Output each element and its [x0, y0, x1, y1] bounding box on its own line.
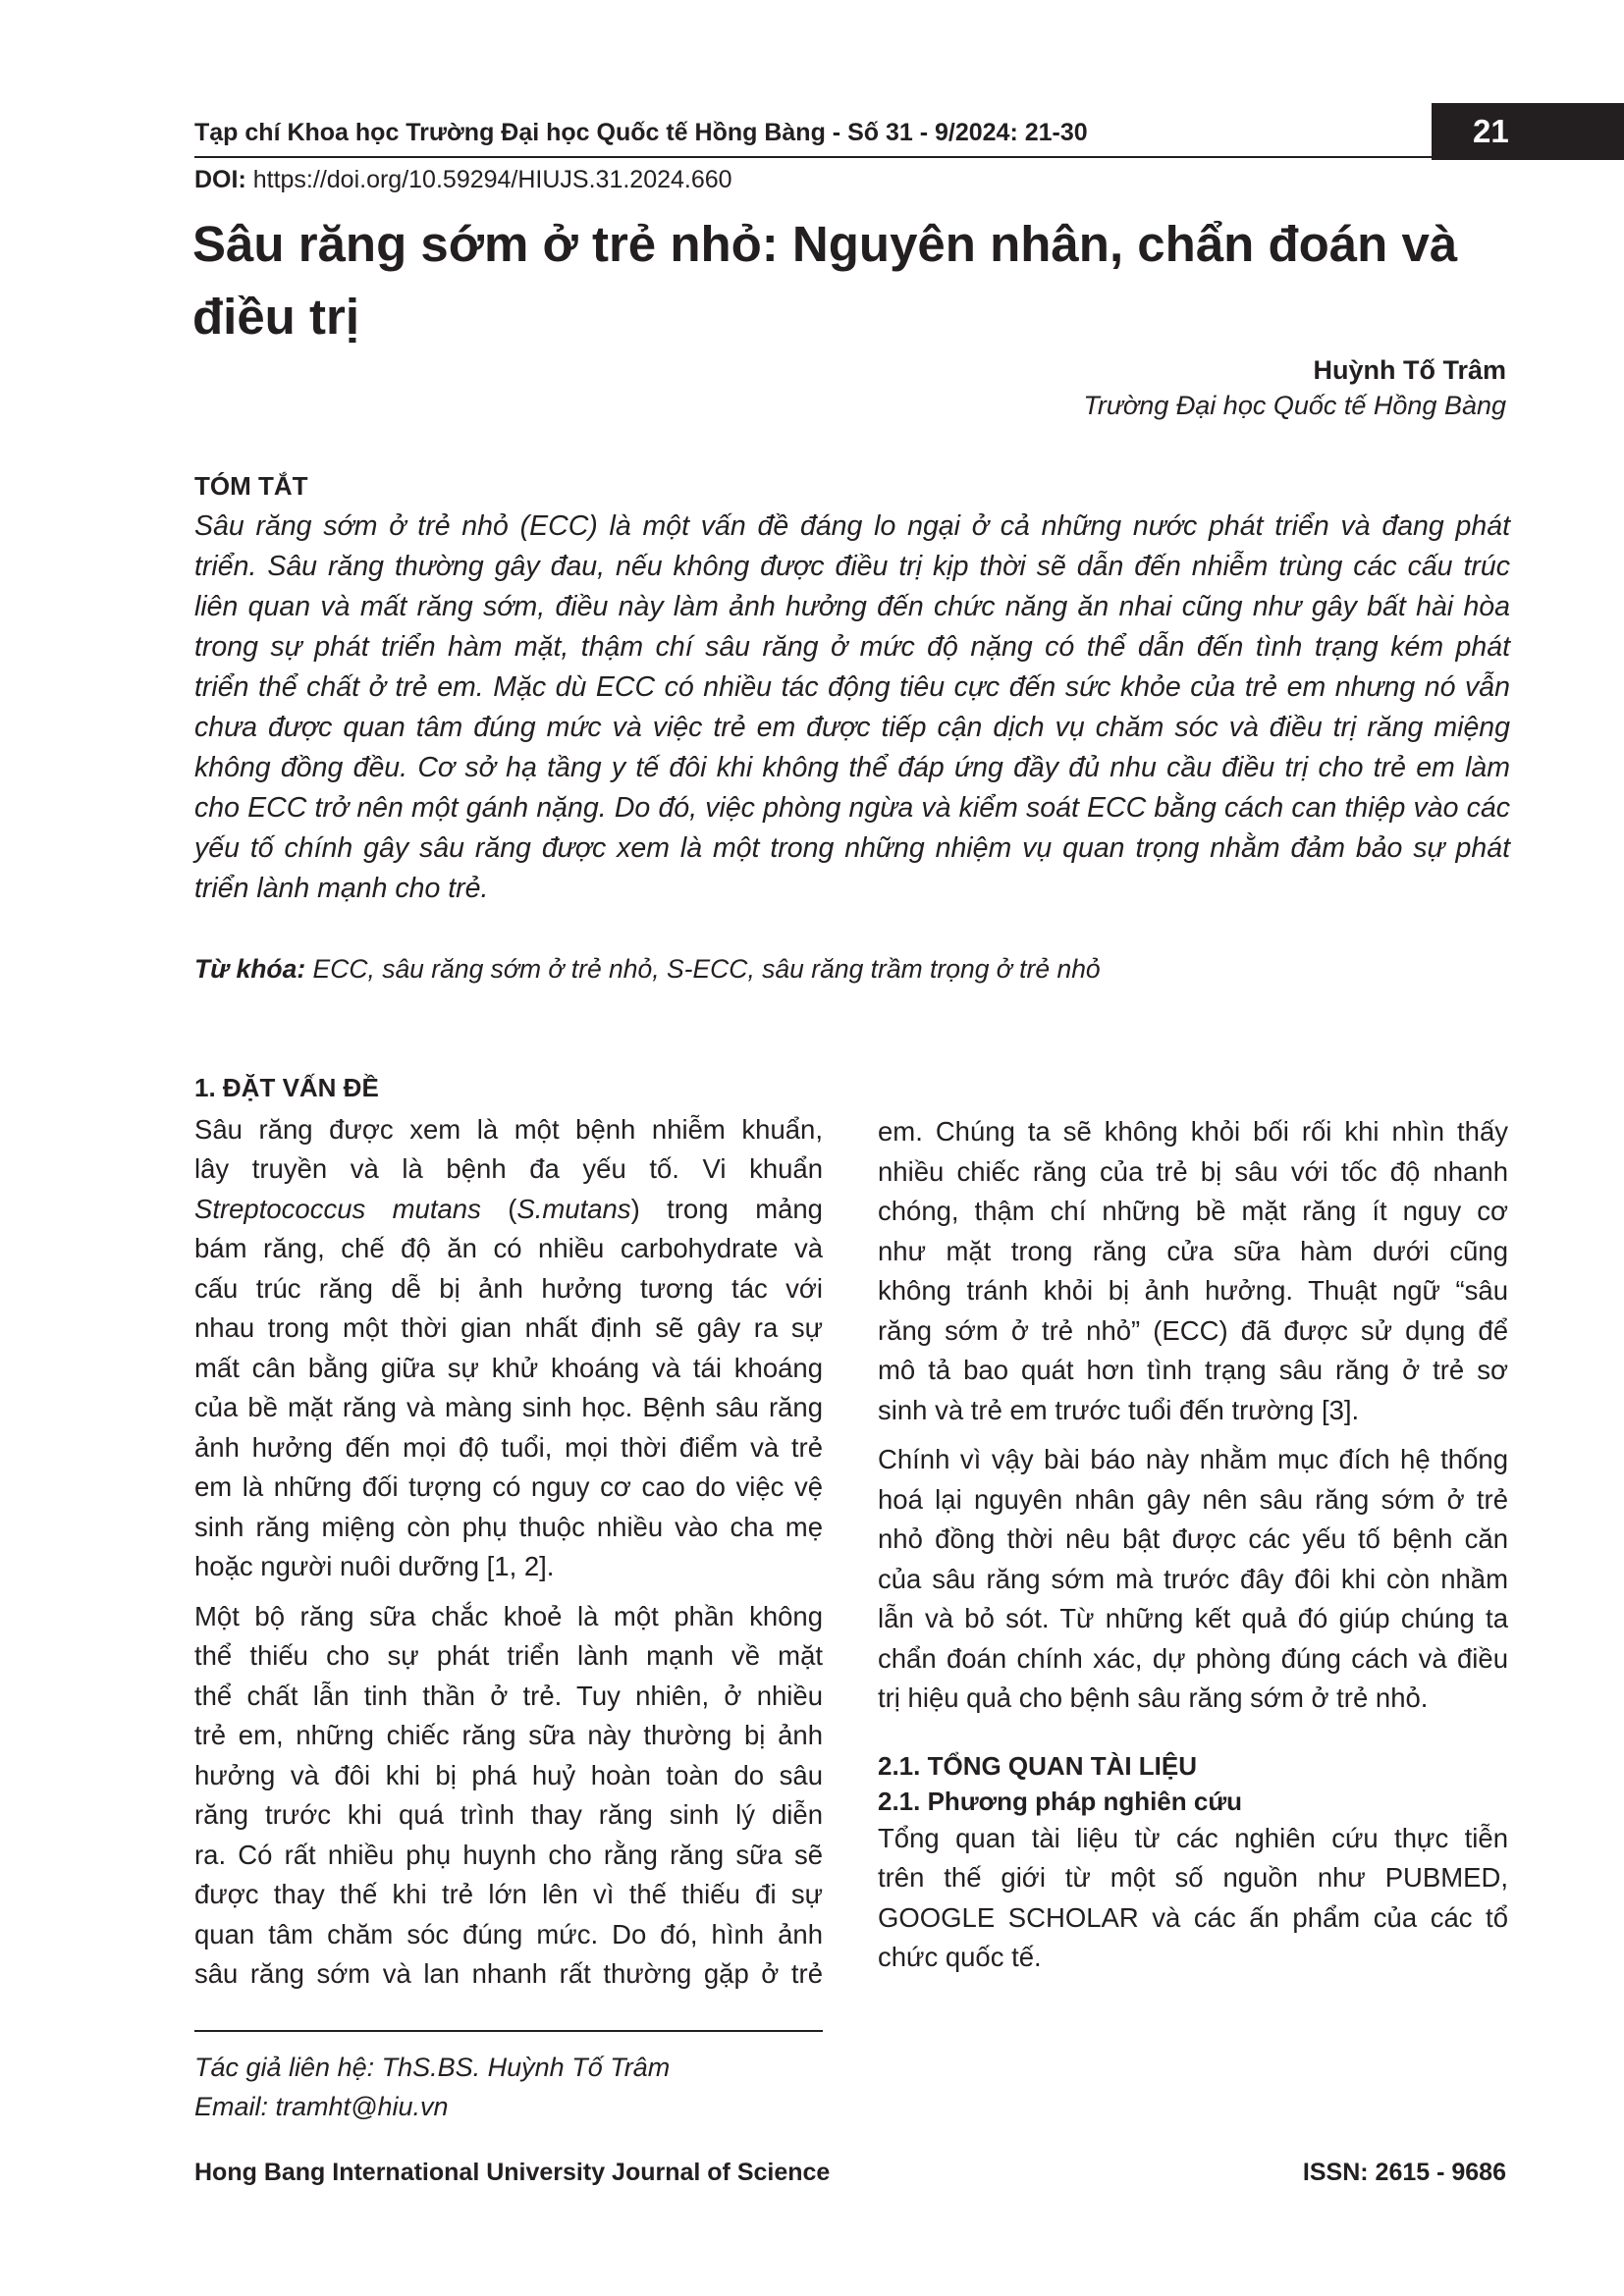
footnote — [194, 2048, 670, 2126]
paragraph-line: quan tâm chăm sóc đúng mức. Do đó, hình ảnh — [194, 1918, 823, 1949]
paragraph-line: được thay thế khi trẻ lớn lên vì thế thiếu đi sự — [194, 1879, 823, 1909]
left-column — [194, 1068, 823, 1995]
paragraph-line: hoá lại nguyên nhân gây nên sâu răng sớm ở trẻ — [878, 1483, 1508, 1515]
doi-label: DOI: — [194, 166, 246, 193]
article-title — [192, 208, 1508, 353]
paragraph-line: nhỏ đồng thời nêu bật được các yếu tố bệnh căn — [878, 1523, 1508, 1554]
paragraph-line: như mặt trong răng cửa sữa hàm dưới cũng — [878, 1235, 1508, 1266]
author-affiliation: Trường Đại học Quốc tế Hồng Bàng — [1083, 391, 1506, 420]
paragraph-line: Tổng quan tài liệu từ các nghiên cứu thực tiễn — [878, 1822, 1508, 1853]
abstract-line: triển lành mạnh cho trẻ. — [194, 873, 489, 904]
author-email: Email: tramht@hiu.vn — [194, 2092, 449, 2121]
paragraph-line: sâu răng sớm và lan nhanh rất thường gặp ở trẻ — [194, 1958, 823, 1989]
paragraph-line: hưởng và đôi khi bị phá huỷ hoàn toàn do sâu — [194, 1759, 823, 1790]
paragraph-line: răng sớm ở trẻ nhỏ” (ECC) đã được sử dụng để — [878, 1314, 1508, 1346]
header-divider — [194, 156, 1434, 158]
paragraph-text: ( — [480, 1193, 517, 1224]
paragraph-line: ra. Có rất nhiều phụ huynh cho rằng răng sữa sẽ — [194, 1839, 823, 1870]
abstract-line: Sâu răng sớm ở trẻ nhỏ (ECC) là một vấn đề đáng lo ngại ở cả những nước phát triển và đang phát — [194, 510, 1510, 542]
keywords-list: ECC, sâu răng sớm ở trẻ nhỏ, S-ECC, sâu răng trầm trọng ở trẻ nhỏ — [305, 954, 1101, 984]
paragraph-line: của sâu răng sớm mà trước đây đôi khi còn nhầm — [878, 1563, 1508, 1594]
paragraph-line: bám răng, chế độ ăn có nhiều carbohydrate và — [194, 1233, 823, 1263]
paragraph-line: không tránh khỏi bị ảnh hưởng. Thuật ngữ “sâu — [878, 1275, 1508, 1306]
abstract-line: triển. Sâu răng thường gây đau, nếu không được điều trị kịp thời sẽ dẫn đến nhiễm trùng các cấu trúc — [194, 551, 1510, 582]
paragraph — [878, 1819, 1508, 1978]
paragraph-line: thể chất lẫn tinh thần ở trẻ. Tuy nhiên, ở nhiều — [194, 1680, 823, 1711]
doi-link[interactable]: https://doi.org/10.59294/HIUJS.31.2024.660 — [252, 166, 732, 193]
abstract-line: không đồng đều. Cơ sở hạ tầng y tế đôi khi không thể đáp ứng đầy đủ nhu cầu điều trị cho trẻ em làm — [194, 752, 1510, 783]
footnote-divider — [194, 2030, 823, 2032]
abstract-line: liên quan và mất răng sớm, điều này làm ảnh hưởng đến chức năng ăn nhai cũng như gây bất hài hòa — [194, 591, 1510, 622]
keywords-label: Từ khóa: — [194, 954, 306, 984]
abstract-line: yếu tố chính gây sâu răng được xem là một trong những nhiệm vụ quan trọng nhằm đảm bảo sự phát — [194, 832, 1510, 864]
paragraph-line: cấu trúc răng dễ bị ảnh hưởng tương tác với — [194, 1272, 823, 1304]
corresponding-author: Tác giả liên hệ: ThS.BS. Huỳnh Tố Trâm — [194, 2053, 671, 2082]
paragraph-line: của bề mặt răng và màng sinh học. Bệnh sâu răng — [194, 1392, 823, 1422]
paragraph-line: Một bộ răng sữa chắc khoẻ là một phần không — [194, 1600, 823, 1631]
paragraph-line: răng trước khi quá trình thay răng sinh lý diễn — [194, 1799, 823, 1830]
paragraph-line: hoặc người nuôi dưỡng [1, 2]. — [194, 1551, 555, 1581]
paragraph-line: trên thế giới từ một số nguồn như PUBMED, — [878, 1862, 1508, 1893]
paragraph-line: chức quốc tế. — [878, 1942, 1042, 1972]
paragraph-line: trẻ em, những chiếc răng sữa này thường bị ảnh — [194, 1720, 823, 1750]
doi — [194, 166, 732, 194]
species-abbrev: S.mutans — [516, 1193, 631, 1224]
paragraph-line: lẫn và bỏ sót. Từ những kết quả đó giúp chúng ta — [878, 1603, 1508, 1633]
abstract-line: triển thể chất ở trẻ em. Mặc dù ECC có nhiều tác động tiêu cực đến sức khỏe của trẻ em nhưng nó vẫn — [194, 671, 1510, 703]
right-column — [878, 1112, 1508, 1978]
paragraph-line: trị hiệu quả cho bệnh sâu răng sớm ở trẻ nhỏ. — [878, 1682, 1429, 1713]
species-name: Streptococcus mutans — [194, 1193, 481, 1224]
keywords — [194, 954, 1101, 985]
paragraph-line: mất cân bằng giữa sự khử khoáng và tái khoáng — [194, 1352, 823, 1383]
paragraph-line: Sâu răng được xem là một bệnh nhiễm khuẩn, — [194, 1113, 823, 1145]
paragraph-line: lây truyền và là bệnh đa yếu tố. Vi khuẩn — [194, 1153, 823, 1184]
abstract-line: cho ECC trở nên một gánh nặng. Do đó, việc phòng ngừa và kiểm soát ECC bằng cách can thiệp vào các — [194, 792, 1510, 824]
paragraph-line: chẩn đoán chính xác, dự phòng đúng cách và điều — [878, 1642, 1508, 1674]
paragraph-line: GOOGLE SCHOLAR và các ấn phẩm của các tổ — [878, 1901, 1508, 1933]
paragraph-line: em là những đối tượng có nguy cơ cao do việc vệ — [194, 1471, 823, 1502]
paragraph-line: mô tả bao quát hơn tình trạng sâu răng ở trẻ sơ — [878, 1355, 1508, 1385]
paragraph-line: em. Chúng ta sẽ không khỏi bối rối khi nhìn thấy — [878, 1116, 1508, 1147]
section-heading: 1. ĐẶT VẤN ĐỀ — [194, 1073, 379, 1102]
paragraph-line: ảnh hưởng đến mọi độ tuổi, mọi thời điểm và trẻ — [194, 1431, 823, 1463]
paragraph — [194, 1110, 823, 1587]
section-heading: 2.1. TỔNG QUAN TÀI LIỆU — [878, 1750, 1198, 1781]
paragraph — [194, 1597, 823, 1995]
paragraph-line: thể thiếu cho sự phát triển lành mạnh về mặt — [194, 1640, 823, 1671]
article-title-line: Sâu răng sớm ở trẻ nhỏ: Nguyên nhân, chẩn đoán và — [192, 216, 1458, 272]
journal-header — [194, 115, 1432, 158]
paragraph-line: sinh và trẻ em trước tuổi đến trường [3]. — [878, 1394, 1360, 1425]
footer-issn: ISSN: 2615 - 9686 — [1302, 2159, 1506, 2186]
footer-journal-name: Hong Bang International University Journal of Science — [194, 2159, 831, 2186]
paragraph-line — [194, 1190, 823, 1230]
author-name: Huỳnh Tố Trâm — [1313, 355, 1506, 385]
paragraph — [878, 1112, 1508, 1430]
paragraph-line: sinh răng miệng còn phụ thuộc nhiều vào cha mẹ — [194, 1511, 823, 1542]
journal-title: Tạp chí Khoa học Trường Đại học Quốc tế Hồng Bàng - Số 31 - 9/2024: 21-30 — [194, 119, 1088, 146]
abstract-line: chưa được quan tâm đúng mức và việc trẻ em được tiếp cận dịch vụ chăm sóc và điều trị răng miệng — [194, 712, 1510, 743]
paragraph-line: chóng, thậm chí những bề mặt răng ít nguy cơ — [878, 1196, 1508, 1226]
article-title-line: điều trị — [192, 289, 360, 345]
paragraph-line: nhiều chiếc răng của trẻ bị sâu với tốc độ nhanh — [878, 1155, 1508, 1187]
abstract-heading: TÓM TẮT — [194, 471, 308, 501]
paragraph — [878, 1440, 1508, 1719]
page-number: 21 — [1432, 103, 1624, 160]
abstract-line: trong sự phát triển hàm mặt, thậm chí sâu răng ở mức độ nặng có thể dẫn đến tình trạng kém phát — [194, 631, 1510, 663]
paragraph-line: Chính vì vậy bài báo này nhằm mục đích hệ thống — [878, 1444, 1508, 1474]
paragraph-text: ) trong mảng — [630, 1193, 823, 1224]
paragraph-line: nhau trong một thời gian nhất định sẽ gây ra sự — [194, 1312, 823, 1343]
abstract-body — [194, 507, 1510, 909]
subsection-heading: 2.1. Phương pháp nghiên cứu — [878, 1786, 1243, 1816]
